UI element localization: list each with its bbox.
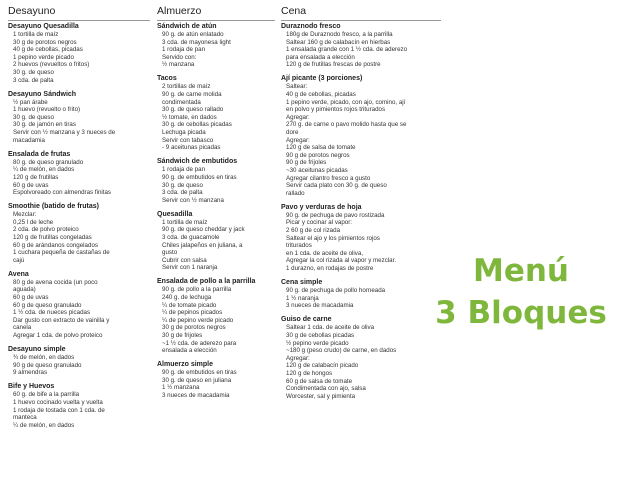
recipe-section bbox=[8, 91, 150, 145]
ingredient-line: Servido con: bbox=[162, 53, 197, 61]
ingredient-line: 30 g. de queso en juliana bbox=[162, 376, 232, 384]
ingredient-line: ¼ de tomate picado bbox=[162, 301, 217, 309]
recipe-title: Ensalada de pollo a la parrilla bbox=[157, 278, 256, 286]
recipe-section bbox=[157, 23, 275, 69]
ingredient-line: Condimentada con ajo, salsa bbox=[286, 385, 366, 393]
recipe-title: Desayuno Quesadilla bbox=[8, 23, 79, 30]
recipe-title: Duraznodo fresco bbox=[281, 23, 341, 30]
ingredient-line: 90 g. de queso cheddar y jack bbox=[162, 226, 245, 234]
ingredient-line: Cubrir con salsa bbox=[162, 256, 207, 264]
recipe-title: Sándwich de embutidos bbox=[157, 158, 238, 166]
column-heading: Desayuno bbox=[8, 5, 150, 21]
ingredient-line: 120 g de calabacín picado bbox=[286, 362, 359, 370]
ingredient-line: 120 g de frutillas bbox=[13, 173, 59, 181]
ingredient-line: cajú bbox=[13, 256, 25, 264]
ingredient-line: 0,25 l de leche bbox=[13, 218, 54, 226]
ingredient-line: 30 g. de cebollas picadas bbox=[162, 121, 232, 129]
recipe-section bbox=[8, 271, 150, 340]
recipe-title: Almuerzo simple bbox=[157, 361, 214, 369]
ingredient-line: 3 nueces de macadamia bbox=[286, 302, 354, 310]
ingredient-line: para ensalada a elección bbox=[286, 53, 355, 61]
ingredient-line: 40 g de cebollas, picadas bbox=[286, 91, 356, 99]
recipe-section bbox=[8, 383, 150, 429]
ingredient-line: 30 g. de queso bbox=[13, 68, 54, 76]
ingredient-line: dore bbox=[286, 129, 299, 137]
ingredient-line: macadamia bbox=[13, 136, 45, 144]
ingredient-line: Mezclar: bbox=[13, 211, 37, 219]
ingredient-line: ½ pan árabe bbox=[13, 98, 48, 106]
ingredient-line: 90 g. de embutidos en tiras bbox=[162, 369, 237, 377]
ingredient-line: 90 g. de pechuga de pollo horneada bbox=[286, 287, 386, 295]
ingredient-line: Lechuga picada bbox=[162, 129, 206, 137]
ingredient-line: ~1 ½ cda. de aderezo para bbox=[162, 339, 237, 347]
recipe-section bbox=[281, 75, 441, 197]
ingredient-line: 2 60 g de col rizada bbox=[286, 227, 341, 235]
ingredient-line: Agregar: bbox=[286, 354, 310, 362]
ingredient-line: Agregar: bbox=[286, 136, 310, 144]
recipe-section bbox=[157, 361, 275, 399]
recipe-title: Ají picante (3 porciones) bbox=[281, 75, 363, 83]
recipe-title: Avena bbox=[8, 270, 29, 278]
ingredient-line: 90 g. de atún enlatado bbox=[162, 31, 224, 38]
column-heading: Almuerzo bbox=[157, 5, 275, 21]
recipe-title: Ensalada de frutas bbox=[8, 150, 71, 158]
ingredient-line: 1 durazno, en rodajas de postre bbox=[286, 265, 374, 273]
recipe-section bbox=[8, 346, 150, 377]
ingredient-line: 120 g de frutillas frescas de postre bbox=[286, 61, 381, 69]
ingredient-line: Worcester, sal y pimienta bbox=[286, 392, 356, 400]
ingredient-line: 1 tortilla de maíz bbox=[162, 218, 208, 226]
ingredient-line: aguada) bbox=[13, 286, 36, 294]
ingredient-line: 240 g. de lechuga bbox=[162, 294, 212, 302]
ingredient-line: 1 ½ manzana bbox=[162, 384, 200, 392]
ingredient-line: ¼ de melón, en dados bbox=[13, 421, 75, 429]
ingredient-line: 120 g de frutillas congeladas bbox=[13, 233, 92, 241]
ingredient-line: canela bbox=[13, 324, 32, 332]
ingredient-line: 1 pepino verde picado bbox=[13, 53, 74, 61]
ingredient-line: 1 rodaja de pan bbox=[162, 46, 206, 54]
ingredient-line: 2 cda. de polvo proteico bbox=[13, 226, 79, 234]
column-heading: Cena bbox=[281, 5, 441, 21]
ingredient-line: Saltear 1 cda. de aceite de oliva bbox=[286, 324, 375, 332]
ingredient-line: Picar y cocinar al vapor: bbox=[286, 219, 353, 227]
recipe-section bbox=[8, 203, 150, 264]
ingredient-line: 9 almendras bbox=[13, 369, 48, 377]
ingredient-line: 60 g de salsa de tomate bbox=[286, 377, 353, 385]
menu-title-line2: 3 Bloques bbox=[435, 295, 607, 331]
ingredient-line: ½ manzana bbox=[162, 61, 195, 69]
ingredient-line: 30 g de frijoles bbox=[162, 332, 203, 339]
ingredient-line: 90 g. de embutidos en tiras bbox=[162, 173, 237, 181]
ingredient-line: 1 huevo (revuelto o frito) bbox=[13, 106, 81, 114]
ingredient-line: 180g de Duraznodo fresco, a la parrilla bbox=[286, 31, 393, 38]
ingredient-line: 60 g de uvas bbox=[13, 181, 49, 189]
ingredient-line: 40 g de cebollas, picadas bbox=[13, 46, 83, 54]
ingredient-line: 90 g. de carne molida bbox=[162, 91, 222, 99]
recipe-title: Desayuno Sándwich bbox=[8, 90, 77, 98]
ingredient-line: 1 ½ naranja bbox=[286, 294, 319, 302]
ingredient-line: Servir con 1 naranja bbox=[162, 264, 218, 272]
ingredient-line: 80 g de avena cocida (un poco bbox=[13, 278, 98, 286]
ingredient-line: Chiles jalapeños en juliana, a bbox=[162, 241, 243, 249]
ingredient-line: 90 g. de pechuga de pavo rostizada bbox=[286, 211, 385, 219]
ingredient-line: Saltear 160 g de calabacín en hierbas bbox=[286, 38, 391, 46]
ingredient-line: manteca bbox=[13, 414, 37, 422]
ingredient-line: ¼ de pepino verde picado bbox=[162, 316, 234, 324]
ingredient-line: 30 g. de jamón en tiras bbox=[13, 121, 76, 129]
recipe-title: Tacos bbox=[157, 75, 177, 83]
ingredient-line: 3 cda. de palta bbox=[162, 189, 203, 197]
ingredient-line: ~30 aceitunas picadas bbox=[286, 167, 348, 174]
ingredient-line: Saltear el ajo y los pimientos rojos bbox=[286, 234, 380, 242]
recipe-title: Cena simple bbox=[281, 279, 323, 287]
ingredient-line: ½ tomate, en dados bbox=[162, 113, 217, 121]
ingredient-line: 3 cda. de mayonesa light bbox=[162, 38, 231, 46]
ingredient-line: 90 g. de pollo a la parrilla bbox=[162, 286, 232, 294]
ingredient-line: 1 ensalada grande con 1 ½ cda. de aderezo bbox=[286, 46, 408, 54]
ingredient-line: 1 rodaja de tostada con 1 cda. de bbox=[13, 406, 105, 414]
ingredient-line: Dar gusto con extracto de vainilla y bbox=[13, 316, 110, 324]
ingredient-line: Agregar cilantro fresco a gusto bbox=[286, 174, 371, 182]
ingredient-line: Agregar: bbox=[286, 113, 310, 121]
menu-title-line1: Menú bbox=[472, 253, 569, 289]
recipe-section bbox=[157, 75, 275, 151]
ingredient-line: Servir con ½ manzana bbox=[162, 196, 224, 204]
ingredient-line: 1 cuchara pequeña de castañas de bbox=[13, 249, 110, 257]
ingredient-line: 80 g. de queso granulado bbox=[13, 158, 84, 166]
ingredient-line: Espolvoreado con almendras finitas bbox=[13, 189, 112, 197]
recipe-section bbox=[8, 151, 150, 197]
ingredient-line: ½ pepino verde picado bbox=[286, 339, 349, 347]
recipe-title: Desayuno simple bbox=[8, 346, 66, 354]
ingredient-line: 1 huevo cocinado vuelta y vuelta bbox=[13, 398, 103, 406]
ingredient-line: triturados bbox=[286, 242, 312, 250]
recipe-title: Pavo y verduras de hoja bbox=[281, 203, 362, 211]
ingredient-line: 30 g de porotos negros bbox=[162, 324, 226, 332]
ingredient-line: - 9 aceitunas picadas bbox=[162, 144, 221, 152]
ingredient-line: 60 g de uvas bbox=[13, 294, 49, 302]
ingredient-line: 120 g de salsa de tomate bbox=[286, 144, 356, 152]
ingredient-line: Servir con ½ manzana y 3 nueces de bbox=[13, 129, 116, 137]
recipe-section bbox=[281, 23, 441, 69]
ingredient-line: 60 g. de bife a la parrilla bbox=[13, 391, 80, 399]
recipe-section bbox=[281, 316, 441, 400]
ingredient-line: 90 g de queso granulado bbox=[13, 361, 82, 369]
ingredient-line: en polvo y pimientos rojos triturados bbox=[286, 106, 386, 114]
ingredient-line: ¾ de melón, en dados bbox=[13, 354, 75, 362]
ingredient-line: 30 g. de queso bbox=[13, 113, 54, 121]
ingredient-line: ¼ de melón, en dados bbox=[13, 166, 75, 174]
ingredient-line: Servir con tabasco bbox=[162, 136, 214, 144]
ingredient-line: 1 pepino verde, picado, con ajo, comino, ají bbox=[286, 98, 406, 106]
ingredient-line: 3 nueces de macadamia bbox=[162, 392, 230, 400]
recipe-title: Smoothie (batido de frutas) bbox=[8, 203, 99, 211]
ingredient-line: 60 g de queso granulado bbox=[13, 301, 82, 309]
ingredient-line: ¼ de pepinos picados bbox=[162, 309, 223, 317]
ingredient-line: 60 g de arándanos congelados bbox=[13, 241, 98, 249]
ingredient-line: en 1 cda. de aceite de oliva, bbox=[286, 249, 364, 257]
column-desayuno bbox=[8, 5, 150, 436]
ingredient-line: condimentada bbox=[162, 98, 201, 106]
recipe-section bbox=[281, 204, 441, 273]
recipe-section bbox=[8, 23, 150, 84]
ingredient-line: 1 rodaja de pan bbox=[162, 166, 206, 174]
ingredient-line: 3 cda. de palta bbox=[13, 76, 54, 84]
ingredient-line: 30 g de cebollas picadas bbox=[286, 332, 355, 339]
recipe-section bbox=[157, 158, 275, 204]
column-almuerzo bbox=[157, 5, 275, 406]
ingredient-line: 270 g. de carne o pavo molido hasta que se bbox=[286, 121, 407, 129]
ingredient-line: 2 huevos (revueltos o fritos) bbox=[13, 61, 90, 69]
column-cena bbox=[281, 5, 441, 407]
ingredient-line: 1 tortilla de maíz bbox=[13, 31, 59, 38]
ingredient-line: 30 g. de queso rallado bbox=[162, 106, 224, 114]
ingredient-line: rallado bbox=[286, 189, 305, 197]
ingredient-line: 120 g de hongos bbox=[286, 369, 333, 377]
ingredient-line: gusto bbox=[162, 249, 178, 257]
ingredient-line: ensalada a elección bbox=[162, 347, 217, 355]
recipe-title: Guiso de carne bbox=[281, 316, 332, 324]
recipe-title: Quesadilla bbox=[157, 210, 193, 218]
ingredient-line: 30 g de porotos negros bbox=[13, 38, 77, 46]
ingredient-line: Servir cada plato con 30 g. de queso bbox=[286, 182, 387, 190]
recipe-section bbox=[281, 279, 441, 310]
ingredient-line: Saltear: bbox=[286, 83, 308, 91]
ingredient-line: 90 g de porotos negros bbox=[286, 151, 350, 159]
recipe-section bbox=[157, 278, 275, 354]
ingredient-line: Agregar 1 cda. de polvo proteico bbox=[13, 332, 103, 339]
ingredient-line: Agregar la col rizada al vapor y mezclar. bbox=[286, 257, 397, 265]
menu-title bbox=[432, 250, 610, 334]
recipe-title: Sándwich de atún bbox=[157, 23, 217, 30]
ingredient-line: ~180 g (peso crudo) de carne, en dados bbox=[286, 347, 397, 355]
ingredient-line: 30 g. de queso bbox=[162, 181, 203, 189]
recipe-title: Bife y Huevos bbox=[8, 383, 55, 391]
ingredient-line: 1 ½ cda. de nueces picadas bbox=[13, 309, 91, 317]
ingredient-line: 3 cda. de guacamole bbox=[162, 233, 220, 241]
recipe-section bbox=[157, 211, 275, 272]
ingredient-line: 90 g de frijoles bbox=[286, 159, 327, 167]
ingredient-line: 2 tortillas de maíz bbox=[162, 83, 211, 91]
